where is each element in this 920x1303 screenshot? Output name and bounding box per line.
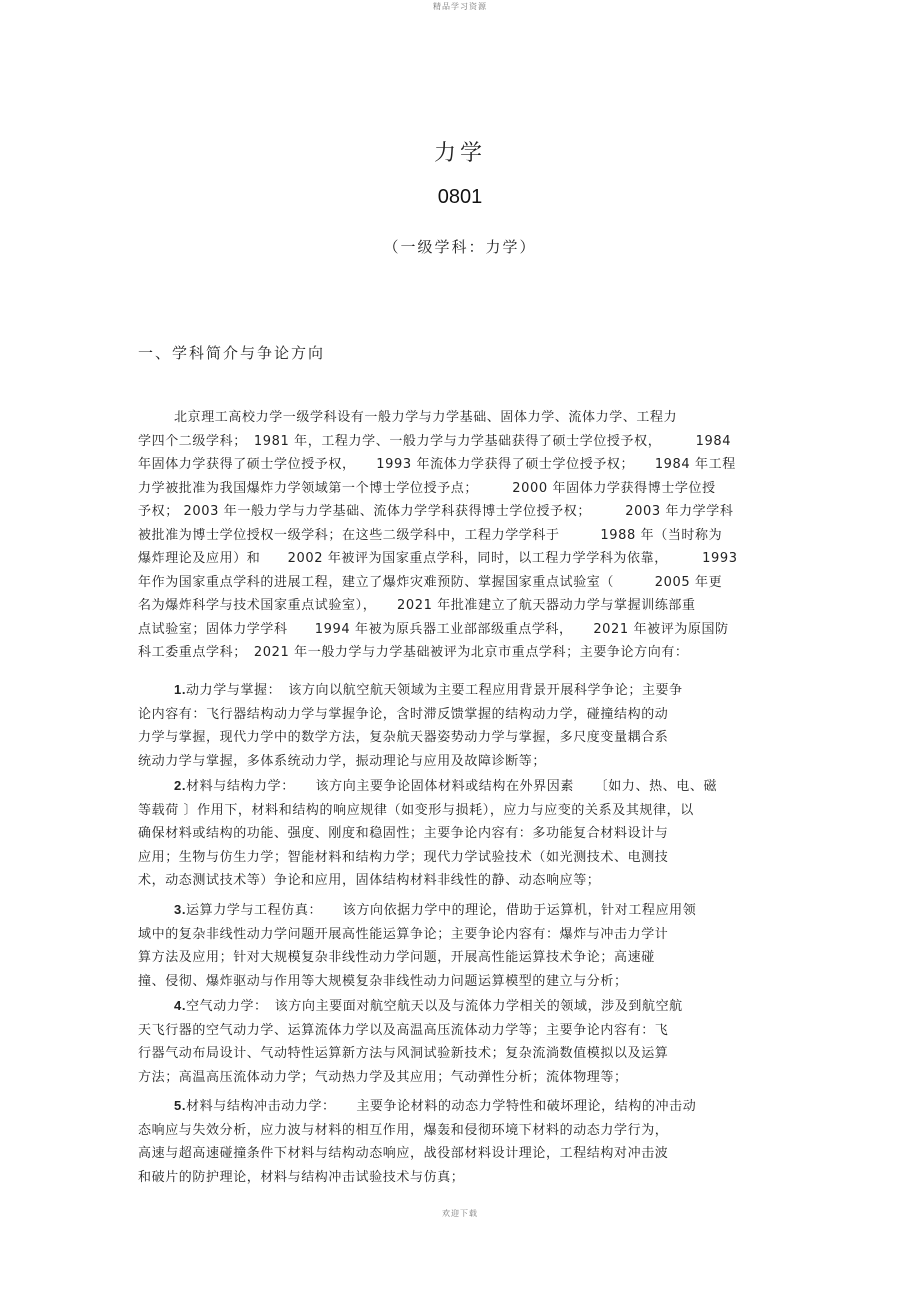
direction-number: 5. (174, 1098, 187, 1113)
direction-title: 空气动力学： (186, 999, 262, 1014)
intro-line: 年作为国家重点学科的进展工程，建立了爆炸灾难预防、掌握国家重点试验室（ 2005 年更 (138, 574, 723, 590)
direction-3 (138, 898, 783, 993)
direction-number: 2. (174, 778, 187, 793)
intro-line: 科工委重点学科； 2021 年一般力学与力学基础被评为北京市重点学科；主要争论方向有： (138, 645, 689, 660)
direction-title: 运算力学与工程仿真： (186, 903, 316, 918)
direction-line: 算方法及应用；针对大规模复杂非线性动力学问题，开展高性能运算技术争论；高速碰 (138, 950, 655, 965)
direction-line: 确保材料或结构的功能、强度、刚度和稳固性；主要争论内容有：多功能复合材料设计与 (138, 826, 669, 841)
page-footer: 欢迎下载 (442, 1209, 478, 1218)
section-heading: 一、学科简介与争论方向 (138, 344, 326, 362)
intro-line: 力学被批准为我国爆炸力学领域第一个博士学位授予点； 2000 年固体力学获得博士学位授 (138, 480, 716, 496)
direction-5 (138, 1094, 783, 1189)
intro-line: 爆炸理论及应用）和 2002 年被评为国家重点学科，同时，以工程力学学科为依靠， 1993 (138, 551, 738, 566)
direction-line: 该方向以航空航天领域为主要工程应用背景开展科学争论；主要争 (288, 683, 683, 698)
direction-line: 和破片的防护理论，材料与结构冲击试验技术与仿真； (138, 1169, 465, 1185)
page-header: 精品学习资源 (433, 2, 487, 11)
direction-line: 该方向主要争论固体材料或结构在外界因素 〔如力、热、电、磁 (315, 779, 718, 794)
direction-line: 等载荷 〕作用下，材料和结构的响应规律（如变形与损耗），应力与应变的关系及其规律，以 (138, 802, 694, 818)
intro-line: 名为爆炸科学与技术国家重点试验室）， 2021 年批准建立了航天器动力学与掌握训练部重 (138, 598, 696, 613)
direction-title: 动力学与掌握： (186, 683, 275, 698)
direction-title: 材料与结构冲击动力学： (186, 1099, 330, 1114)
direction-number: 4. (174, 998, 187, 1013)
direction-line: 天飞行器的空气动力学、运算流体力学以及高温高压流体动力学等；主要争论内容有：飞 (138, 1022, 669, 1038)
direction-line: 方法；高温高压流体动力学；气动热力学及其应用；气动弹性分析；流体物理等； (138, 1069, 628, 1085)
intro-line: 予权； 2003 年一般力学与力学基础、流体力学学科获得博士学位授予权； 2003 年力学学科 (138, 504, 734, 519)
direction-title: 材料与结构力学： (186, 779, 289, 794)
direction-line: 高速与超高速碰撞条件下材料与结构动态响应，战役部材料设计理论，工程结构对冲击波 (138, 1146, 669, 1161)
intro-line: 北京理工高校力学一级学科设有一般力学与力学基础、固体力学、流体力学、工程力 (174, 410, 678, 425)
direction-line: 术，动态测试技术等）争论和应用，固体结构材料非线性的静、动态响应等； (138, 873, 601, 888)
direction-2 (138, 774, 783, 893)
intro-line: 被批准为博士学位授权一级学科；在这些二级学科中，工程力学学科于 1988 年（当时称为 (138, 527, 723, 543)
direction-line: 该方向主要面对航空航天以及与流体力学相关的领域，涉及到航空航 (274, 999, 683, 1014)
intro-line: 学四个二级学科； 1981 年，工程力学、一般力学与力学基础获得了硕士学位授予权， 1984 (138, 433, 732, 449)
document-subtitle: （一级学科：力学） (383, 238, 537, 256)
direction-number: 3. (174, 902, 187, 917)
direction-1 (138, 678, 783, 773)
intro-paragraph (138, 406, 783, 665)
intro-line: 年固体力学获得了硕士学位授予权， 1993 年流体力学获得了硕士学位授予权； 1984 年工程 (138, 457, 736, 472)
direction-line: 应用；生物与仿生力学；智能材料和结构力学；现代力学试验技术（如光测技术、电测技 (138, 849, 669, 865)
direction-line: 力学与掌握，现代力学中的数学方法，复杂航天器姿势动力学与掌握，多尺度变量耦合系 (138, 730, 669, 745)
document-title: 力学 (433, 141, 486, 166)
intro-line: 点试验室；固体力学学科 1994 年被为原兵器工业部部级重点学科， 2021 年被评为原国防 (138, 621, 729, 637)
direction-number: 1. (174, 682, 187, 697)
direction-line: 域中的复杂非线性动力学问题开展高性能运算争论；主要争论内容有：爆炸与冲击力学计 (138, 926, 669, 942)
direction-line: 撞、侵彻、爆炸驱动与作用等大规模复杂非线性动力问题运算模型的建立与分析； (138, 973, 628, 989)
direction-4 (138, 994, 783, 1089)
discipline-code: 0801 (437, 186, 483, 208)
direction-line: 主要争论材料的动态力学特性和破坏理论，结构的冲击动 (356, 1099, 697, 1114)
direction-line: 论内容有：飞行器结构动力学与掌握争论，含时滞反馈掌握的结构动力学，碰撞结构的动 (138, 706, 669, 722)
direction-line: 统动力学与掌握，多体系统动力学，振动理论与应用及故障诊断等； (138, 753, 547, 769)
direction-line: 该方向依据力学中的理论，借助于运算机，针对工程应用领 (342, 903, 697, 918)
direction-line: 态响应与失效分析，应力波与材料的相互作用，爆轰和侵彻环境下材料的动态力学行为， (138, 1122, 669, 1138)
direction-line: 行器气动布局设计、气动特性运算新方法与风洞试验新技术；复杂流淌数值模拟以及运算 (138, 1046, 669, 1061)
